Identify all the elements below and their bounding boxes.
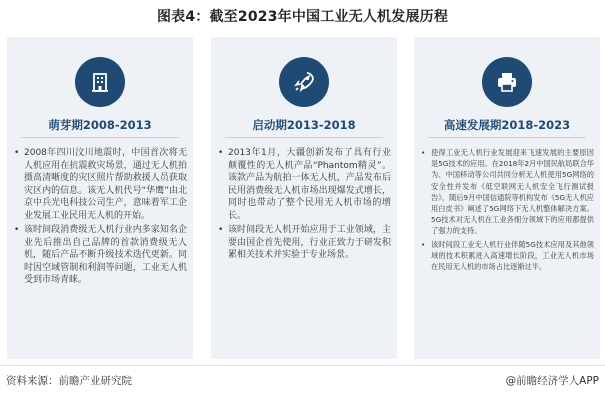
bullet-item: • 2008年四川汶川地震时，中国首次将无人机应用在抗震救灾场景，通过无人机拍摄高清晰度的灾区照片帮助救援人员获取灾区内的信息。该无人机代号“华鹰”由北京中兵光电科技公司生产，意味着军工企业发展工业民用无人机的开始。 <box>13 147 187 222</box>
source-note: 资料来源：前瞻产业研究院 <box>6 375 132 387</box>
bullet-item: • 该时间段无人机开始应用于工业领域，主要由国企首先使用，行业正致力于研发积累相关技术并实验于专业场景。 <box>217 224 391 262</box>
phase-title: 高速发展期2018-2023 <box>443 118 571 132</box>
phase-title: 萌芽期2008-2013 <box>48 118 152 132</box>
timeline-panel-3 <box>414 37 600 359</box>
footer-divider <box>0 365 605 366</box>
bullet-list <box>13 147 187 289</box>
bullet-item: • 使得工业无人机行业发展迎来飞速发展的主要原因是5G技术的应用。在2018年2月中国民航局联合华为、中国移动等公司共同分析无人机使用5G网络的安全性并发布《低空联网无人机安全飞行测试报告》，随后9月中国信通院等机构发布《5G无人机应用白皮书》阐述了5G网络下无人机整体解决方案。5G技术对无人机在工业各细分领域下的应用都提供了强力的支持。 <box>420 147 594 237</box>
divider <box>428 137 586 138</box>
bullet-item: • 2013年1月，大疆创新发布了具有行业颠覆性的无人机产品“Phantom精灵”。该款产品为航拍一体无人机，产品发布后民用消费级无人机市场出现爆发式增长，同时也带动了整个民用无人机市场的增长。 <box>217 147 391 222</box>
building-icon <box>75 57 125 107</box>
divider <box>21 137 179 138</box>
timeline-panel-1 <box>7 37 193 359</box>
timeline-panel-2 <box>211 37 397 359</box>
printer-icon <box>482 57 532 107</box>
brand-credit: @前瞻经济学人APP <box>505 375 599 387</box>
bullet-item: • 该时间段工业无人机行业伴随5G技术应用及其他领域的技术积累进入高速增长阶段，工业无人机市场在民用无人机的市场占比逐渐过半。 <box>420 239 594 273</box>
bullet-list <box>420 147 594 274</box>
phase-title: 启动期2013-2018 <box>252 118 356 132</box>
bullet-item: • 该时间段消费级无人机行业内多家知名企业先后推出自己品牌的首款消费级无人机，随后产品不断升级技术迭代更新。同时因空域管制和利润等问题，工业无人机受到市场青睐。 <box>13 224 187 287</box>
rocket-icon <box>279 57 329 107</box>
page-title: 图表4：截至2023年中国工业无人机发展历程 <box>156 9 449 25</box>
divider <box>225 137 383 138</box>
bullet-list <box>217 147 391 264</box>
